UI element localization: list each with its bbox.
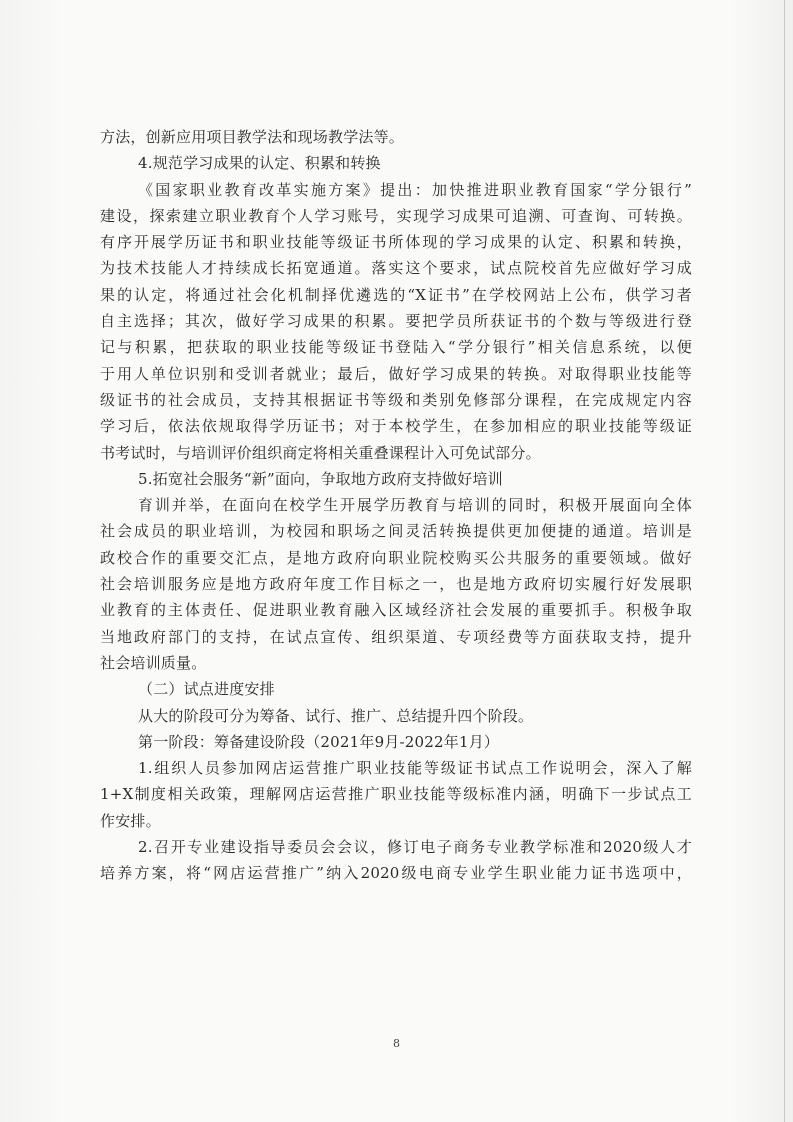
section-heading-line: 从大的阶段可分为筹备、试行、推广、总结提升四个阶段。 (138, 706, 534, 725)
body-text-line: 2.召开专业建设指导委员会会议，修订电子商务专业教学标准和2020级人才 (138, 838, 692, 857)
body-text-line: 1.组织人员参加网店运营推广职业技能等级证书试点工作说明会，深入了解 (138, 759, 692, 778)
body-text-line: 记与积累，把获取的职业技能等级证书登陆入“学分银行”相关信息系统，以便 (100, 338, 692, 357)
section-heading-line: 4.规范学习成果的认定、积累和转换 (138, 154, 381, 173)
page-number: 8 (393, 1037, 400, 1050)
body-text-line: 自主选择；其次，做好学习成果的积累。要把学员所获证书的个数与等级进行登 (100, 312, 692, 331)
body-text-line: 建设，探索建立职业教育个人学习账号，实现学习成果可追溯、可查询、可转换。 (100, 206, 692, 225)
body-text-line: 业教育的主体责任、促进职业教育融入区域经济社会发展的重要抓手。积极争取 (100, 601, 692, 620)
body-text-line: 社会培训服务应是地方政府年度工作目标之一，也是地方政府切实履行好发展职 (100, 575, 692, 594)
body-text-line: 果的认定，将通过社会化机制择优遴选的“X证书”在学校网站上公布，供学习者 (100, 285, 692, 304)
body-text-line: 作安排。 (100, 811, 161, 830)
body-text-line: 于用人单位识别和受训者就业；最后，做好学习成果的转换。对取得职业技能等 (100, 364, 692, 383)
body-text-line: 培养方案，将“网店运营推广”纳入2020级电商专业学生职业能力证书选项中， (100, 864, 692, 883)
body-text-line: 《国家职业教育改革实施方案》提出：加快推进职业教育国家“学分银行” (138, 180, 692, 199)
section-heading-line: （二）试点进度安排 (138, 680, 275, 699)
body-text-line: 育训并举，在面向在校学生开展学历教育与培训的同时，积极开展面向全体 (138, 496, 692, 515)
body-text-line: 学习后，依法依规取得学历证书；对于本校学生，在参加相应的职业技能等级证 (100, 417, 692, 436)
body-text-line: 1+X制度相关政策，理解网店运营推广职业技能等级标准内涵，明确下一步试点工 (100, 785, 692, 804)
body-text-line: 级证书的社会成员，支持其根据证书等级和类别免修部分课程，在完成规定内容 (100, 390, 692, 409)
body-text-line: 有序开展学历证书和职业技能等级证书所体现的学习成果的认定、积累和转换， (100, 233, 692, 252)
section-heading-line: 第一阶段：筹备建设阶段（2021年9月-2022年1月） (138, 732, 500, 751)
body-text-line: 书考试时，与培训评价组织商定将相关重叠课程计入可免试部分。 (100, 443, 541, 462)
body-text-line: 社会培训质量。 (100, 653, 207, 672)
body-text-line: 政校合作的重要交汇点，是地方政府向职业院校购买公共服务的重要领域。做好 (100, 548, 692, 567)
section-heading-line: 5.拓宽社会服务“新”面向，争取地方政府支持做好培训 (138, 469, 503, 488)
scan-edge-line (784, 0, 785, 1122)
body-text-line: 方法，创新应用项目教学法和现场教学法等。 (100, 128, 405, 146)
document-body (100, 124, 692, 887)
body-text-line: 当地政府部门的支持，在试点宣传、组织渠道、专项经费等方面获取支持，提升 (100, 627, 692, 646)
body-text-line: 社会成员的职业培训，为校园和职场之间灵活转换提供更加便捷的通道。培训是 (100, 522, 692, 541)
body-text-line: 为技术技能人才持续成长拓宽通道。落实这个要求，试点院校首先应做好学习成 (100, 259, 692, 278)
